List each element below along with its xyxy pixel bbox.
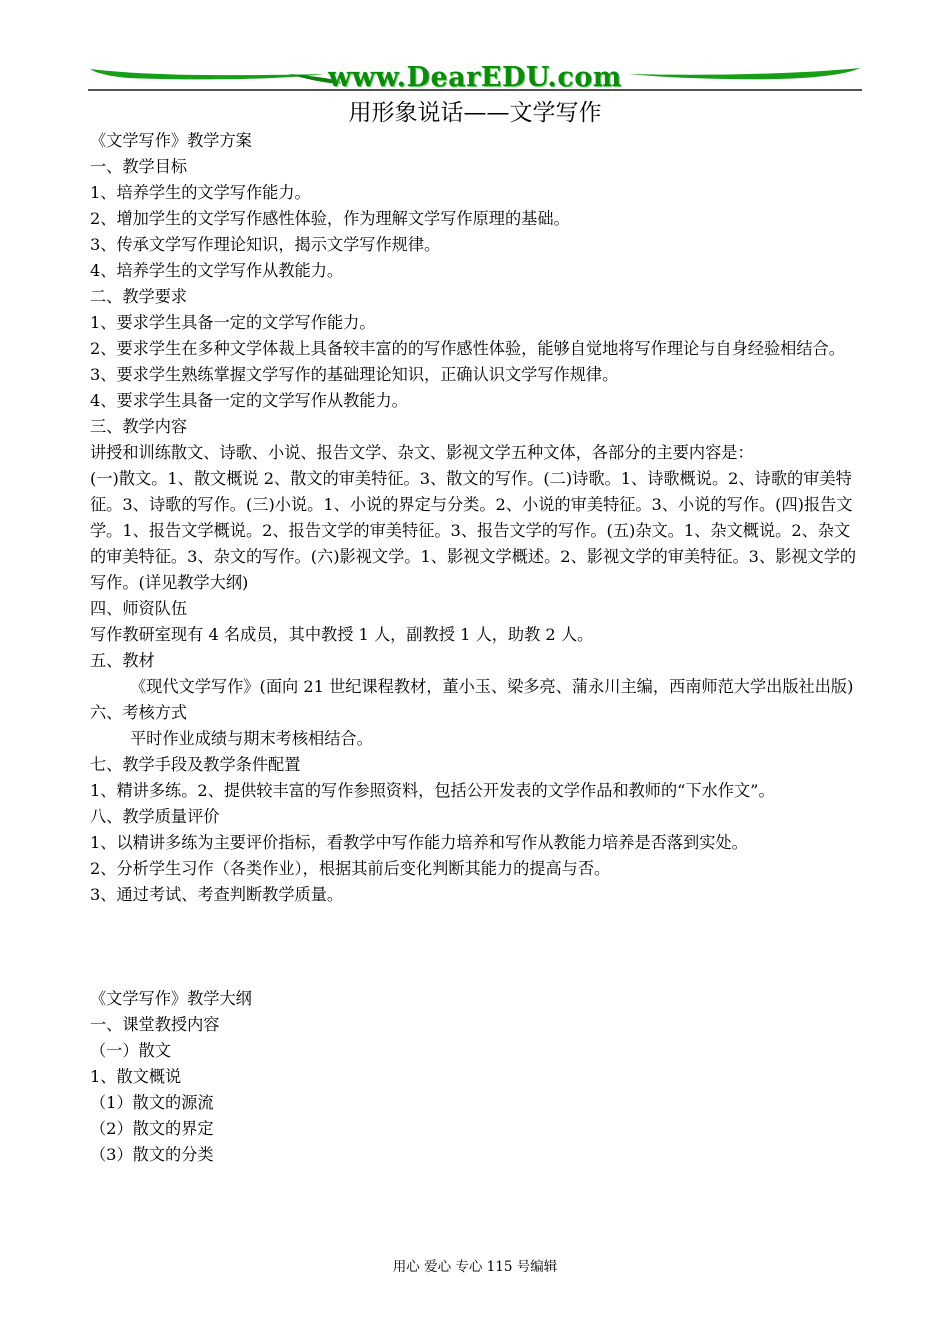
section-title: 七、教学手段及教学条件配置 — [90, 755, 301, 774]
document-body — [90, 128, 862, 1168]
section-title: 五、教材 — [90, 651, 155, 670]
list-item: （一）散文 — [90, 1041, 171, 1060]
paragraph: (一)散文。1、散文概说 2、散文的审美特征。3、散文的写作。(二)诗歌。1、诗歌概说。2、诗歌的审美特征。3、诗歌的写作。(三)小说。1、小说的界定与分类。2、小说的审美特征。3、小说的写作。(四)报告文学。1、报告文学概说。2、报告文学的审美特征。3、报告文学的写作。(五)杂文。1、杂文概说。2、杂文的审美特征。3、杂文的写作。(六)影视文学。1、影视文学概述。2、影视文学的审美特征。3、影视文学的写作。(详见教学大纲) — [90, 469, 857, 592]
list-item: 一、课堂教授内容 — [90, 1015, 220, 1034]
syllabus-heading: 《文学写作》教学大纲 — [90, 989, 252, 1008]
paragraph: 1、精讲多练。2、提供较丰富的写作参照资料，包括公开发表的文学作品和教师的“下水作文”。 — [90, 781, 775, 800]
site-header — [88, 60, 862, 100]
paragraph: 《现代文学写作》(面向 21 世纪课程教材，董小玉、梁多亮、蒲永川主编，西南师范大学出版社出版) — [130, 677, 854, 696]
list-item: 1、散文概说 — [90, 1067, 182, 1086]
section-title: 三、教学内容 — [90, 417, 188, 436]
section-title: 八、教学质量评价 — [90, 807, 220, 826]
paragraph: 平时作业成绩与期末考核相结合。 — [130, 729, 373, 748]
list-item: （2）散文的界定 — [90, 1119, 214, 1138]
section-title: 四、师资队伍 — [90, 599, 188, 618]
list-item: 1、培养学生的文学写作能力。 — [90, 183, 311, 202]
plan-heading: 《文学写作》教学方案 — [90, 131, 252, 150]
list-item: 1、要求学生具备一定的文学写作能力。 — [90, 313, 376, 332]
section-title: 六、考核方式 — [90, 703, 188, 722]
list-item: 3、要求学生熟练掌握文学写作的基础理论知识，正确认识文学写作规律。 — [90, 365, 619, 384]
list-item: 2、分析学生习作（各类作业），根据其前后变化判断其能力的提高与否。 — [90, 859, 611, 878]
section-title: 二、教学要求 — [90, 287, 188, 306]
list-item: （1）散文的源流 — [90, 1093, 214, 1112]
list-item: 3、传承文学写作理论知识，揭示文学写作规律。 — [90, 235, 441, 254]
spacer — [90, 908, 862, 986]
list-item: 2、增加学生的文学写作感性体验，作为理解文学写作原理的基础。 — [90, 209, 570, 228]
list-item: 4、培养学生的文学写作从教能力。 — [90, 261, 344, 280]
list-item: 3、通过考试、考查判断教学质量。 — [90, 885, 344, 904]
list-item: （3）散文的分类 — [90, 1145, 214, 1164]
paragraph: 讲授和训练散文、诗歌、小说、报告文学、杂文、影视文学五种文体，各部分的主要内容是： — [90, 443, 754, 462]
list-item: 4、要求学生具备一定的文学写作从教能力。 — [90, 391, 408, 410]
page-title: 用形象说话——文学写作 — [348, 100, 602, 126]
page-footer: 用心 爱心 专心 115 号编辑 — [392, 1259, 558, 1275]
list-item: 1、以精讲多练为主要评价指标，看教学中写作能力培养和写作从教能力培养是否落到实处。 — [90, 833, 748, 852]
paragraph: 写作教研室现有 4 名成员，其中教授 1 人，副教授 1 人，助教 2 人。 — [90, 625, 594, 644]
site-logo-text[interactable]: www.DearEDU.com — [328, 62, 622, 93]
section-title: 一、教学目标 — [90, 157, 188, 176]
list-item: 2、要求学生在多种文学体裁上具备较丰富的的写作感性体验，能够自觉地将写作理论与自身经验相结合。 — [90, 339, 845, 358]
